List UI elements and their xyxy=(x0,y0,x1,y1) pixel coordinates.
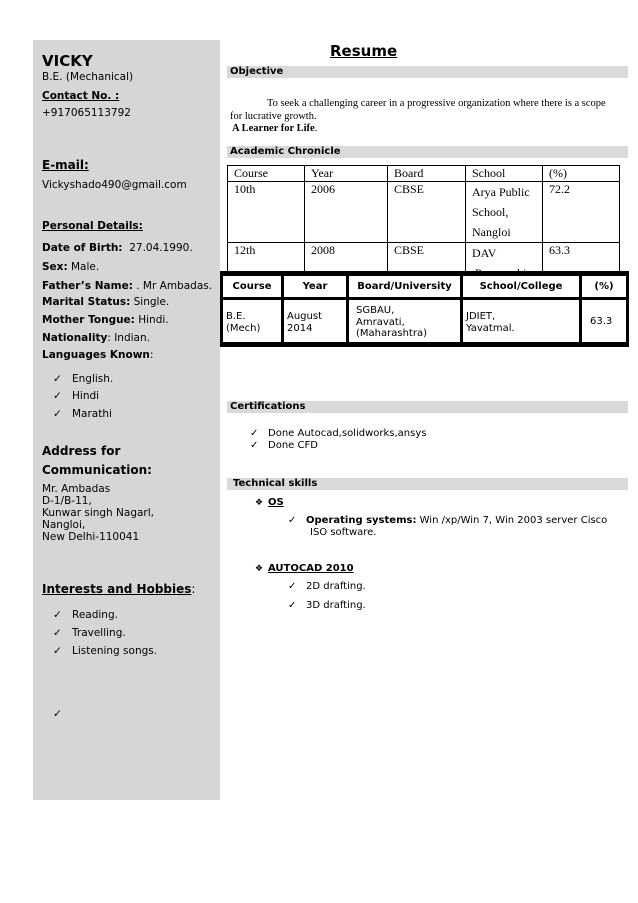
sex-row xyxy=(42,261,216,274)
degree-course-cell xyxy=(223,300,281,342)
address-line: Kunwar singh Nagarl, xyxy=(42,507,155,519)
languages-colon: : xyxy=(149,349,154,361)
objective-motto-dot: . xyxy=(314,123,318,134)
os-heading: ❖ OS xyxy=(268,497,284,509)
objective-text-line-2: for lucrative growth. xyxy=(230,111,317,122)
certifications-header: Certifications xyxy=(227,401,628,413)
cert-item: ✓ Done Autocad,solidworks,ansys xyxy=(268,428,426,440)
tongue-label: Mother Tongue: xyxy=(42,314,135,326)
contact-label: Contact No. : xyxy=(42,90,120,102)
academic-header: Academic Chronicle xyxy=(227,146,628,158)
degree-course-line: B.E. xyxy=(226,311,246,322)
dob-value: 27.04.1990. xyxy=(129,242,193,254)
autocad-item: ✓ 2D drafting. xyxy=(306,581,366,593)
address-label-2: Communication: xyxy=(42,463,152,477)
degree-board-line: SGBAU, xyxy=(356,305,395,316)
address-line: Mr. Ambadas xyxy=(42,483,111,495)
course-cell: 12th xyxy=(228,243,305,284)
header-cell: Board xyxy=(388,166,466,182)
degree-course-line: (Mech) xyxy=(226,323,261,334)
sidebar xyxy=(33,40,220,800)
school-line: Arya Public xyxy=(472,185,530,199)
os-item-text: Win /xp/Win 7, Win 2003 server Cisco xyxy=(419,515,608,526)
objective-text-line-1: To seek a challenging career in a progressive organization where there is a scope xyxy=(267,98,606,109)
father-row xyxy=(42,280,216,293)
objective-text-line-3 xyxy=(232,123,317,134)
marital-value: Single. xyxy=(133,296,170,308)
cert-item: ✓ Done CFD xyxy=(268,440,318,452)
father-value: . Mr Ambadas. xyxy=(136,280,213,292)
school-line: School, xyxy=(472,205,509,219)
email-label: E-mail: xyxy=(42,158,89,172)
degree-school-line: Yavatmal. xyxy=(466,323,515,334)
language-item: ✓ Marathi xyxy=(72,408,112,420)
marital-label: Marital Status: xyxy=(42,296,131,308)
interests-row xyxy=(42,583,216,596)
academic-table xyxy=(227,165,620,284)
language-item: ✓ English. xyxy=(72,373,113,385)
autocad-heading: ❖ AUTOCAD 2010 xyxy=(268,563,354,575)
degree-school-cell xyxy=(463,300,579,342)
degree-year-line: August xyxy=(287,311,322,322)
tongue-value: Hindi. xyxy=(138,314,169,326)
address-label-1: Address for xyxy=(42,444,121,458)
year-cell: 2006 xyxy=(305,182,388,243)
degree-table xyxy=(220,271,629,347)
address-line: New Delhi-110041 xyxy=(42,531,140,543)
degree-header-cell: Year xyxy=(284,276,346,297)
nationality-value: : Indian. xyxy=(107,332,150,344)
os-item-continuation: ISO software. xyxy=(310,527,377,538)
phone: +917065113792 xyxy=(42,107,131,119)
header-cell: School xyxy=(466,166,543,182)
objective-header: Objective xyxy=(227,66,628,78)
header-cell: Year xyxy=(305,166,388,182)
degree-header-cell: School/College xyxy=(463,276,579,297)
degree-header-cell: Course xyxy=(223,276,281,297)
table-header-row xyxy=(228,166,620,182)
header-cell: Course xyxy=(228,166,305,182)
course-cell: 10th xyxy=(228,182,305,243)
degree-school-line: JDIET, xyxy=(466,311,496,322)
school-line: Nangloi xyxy=(472,225,511,239)
candidate-name: VICKY xyxy=(42,52,93,70)
interest-item: ✓ Listening songs. xyxy=(72,645,157,657)
address-line: Nangloi, xyxy=(42,519,86,531)
sex-value: Male. xyxy=(71,261,100,273)
interest-item: ✓ Travelling. xyxy=(72,627,126,639)
degree-header-cell: Board/University xyxy=(349,276,460,297)
year-cell: 2008 xyxy=(305,243,388,284)
school-cell xyxy=(466,182,543,243)
language-item: ✓ Hindi xyxy=(72,390,99,402)
languages-label: Languages Known xyxy=(42,349,150,361)
degree-header-cell: (%) xyxy=(582,276,626,297)
interest-item: ✓ Reading. xyxy=(72,609,118,621)
autocad-item: ✓ 3D drafting. xyxy=(306,600,366,612)
interests-label: Interests and Hobbies xyxy=(42,582,192,596)
nationality-row xyxy=(42,332,216,345)
os-item xyxy=(306,515,620,527)
degree-year-line: 2014 xyxy=(287,323,313,334)
page-title: Resume xyxy=(330,42,398,60)
dob-row xyxy=(42,242,216,255)
pct-cell: 63.3 xyxy=(543,243,620,284)
objective-motto: A Learner for Life xyxy=(232,123,315,134)
degree-pct-cell: 63.3 xyxy=(582,300,626,342)
degree-board-line: Amravati, xyxy=(356,316,405,328)
pct-cell: 72.2 xyxy=(543,182,620,243)
dob-label: Date of Birth: xyxy=(42,242,123,254)
degree-board-cell xyxy=(349,300,460,342)
marital-row xyxy=(42,296,216,309)
sex-label: Sex: xyxy=(42,261,68,273)
board-cell: CBSE xyxy=(388,182,466,243)
languages-row xyxy=(42,349,216,362)
os-item-label: Operating systems: xyxy=(306,515,417,526)
email: Vickyshado490@gmail.com xyxy=(42,179,187,191)
degree: B.E. (Mechanical) xyxy=(42,71,134,83)
degree-board-line: (Maharashtra) xyxy=(356,328,427,339)
board-cell: CBSE xyxy=(388,243,466,284)
personal-details-label: Personal Details: xyxy=(42,220,143,232)
interests-colon: : xyxy=(191,582,196,596)
nationality-label: Nationality xyxy=(42,332,108,344)
technical-skills-header: Technical skills xyxy=(227,478,628,490)
address-line: D-1/B-11, xyxy=(42,495,92,507)
degree-year-cell xyxy=(284,300,346,342)
tongue-row xyxy=(42,314,216,327)
school-line: DAV xyxy=(472,246,497,260)
header-cell: (%) xyxy=(543,166,620,182)
table-row xyxy=(228,182,620,243)
father-label: Father’s Name: xyxy=(42,280,133,292)
